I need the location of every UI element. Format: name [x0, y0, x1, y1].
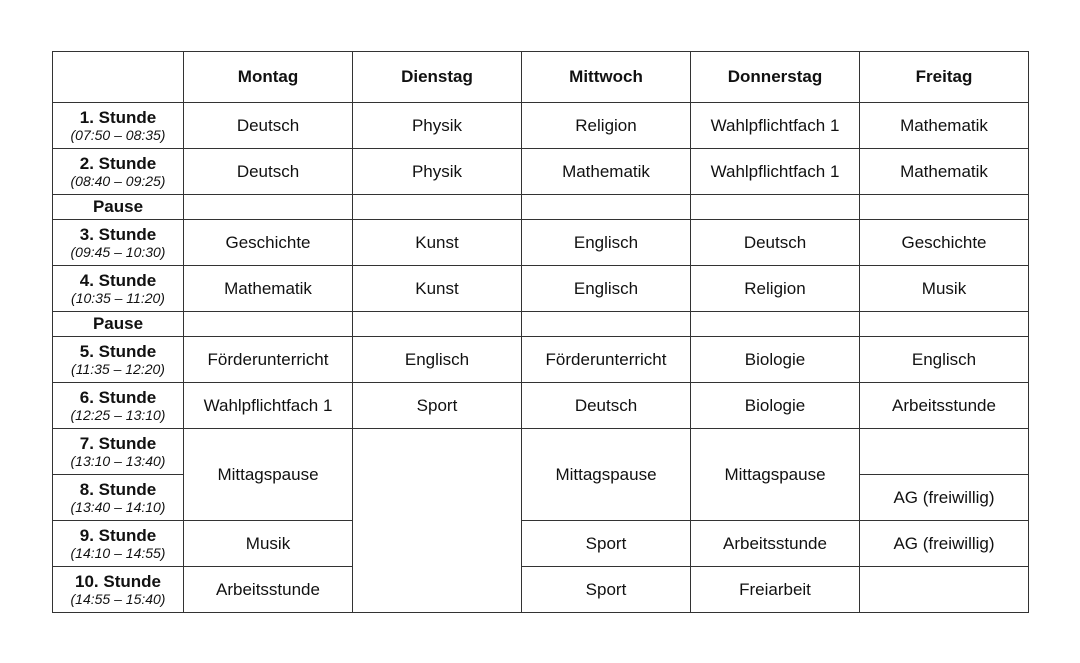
lesson-cell: Arbeitsstunde	[691, 521, 860, 567]
lesson-cell: Sport	[353, 383, 522, 429]
empty-cell	[353, 312, 522, 337]
empty-cell	[860, 312, 1029, 337]
lesson-cell: Wahlpflichtfach 1	[691, 103, 860, 149]
lesson-cell: Deutsch	[184, 103, 353, 149]
lesson-cell: Englisch	[353, 337, 522, 383]
lesson-cell: Musik	[184, 521, 353, 567]
period-time: (09:45 – 10:30)	[70, 244, 166, 261]
period-time: (11:35 – 12:20)	[71, 361, 165, 378]
period-name: 6. Stunde	[79, 387, 157, 407]
lesson-cell: Kunst	[353, 220, 522, 266]
day-header-wednesday: Mittwoch	[522, 52, 691, 103]
day-header-friday: Freitag	[860, 52, 1029, 103]
empty-cell	[184, 195, 353, 220]
lesson-cell: Förderunterricht	[522, 337, 691, 383]
lesson-cell	[860, 429, 1029, 475]
table-row	[53, 383, 1029, 429]
period-label	[53, 220, 184, 266]
lesson-cell: Deutsch	[522, 383, 691, 429]
table-row	[53, 429, 1029, 475]
tuesday-afternoon-empty	[353, 429, 522, 613]
period-label	[53, 567, 184, 613]
period-label	[53, 521, 184, 567]
lesson-cell: Geschichte	[860, 220, 1029, 266]
period-name: 5. Stunde	[79, 341, 157, 361]
lesson-cell: Sport	[522, 567, 691, 613]
empty-cell	[353, 195, 522, 220]
lesson-cell: Englisch	[860, 337, 1029, 383]
period-time: (07:50 – 08:35)	[70, 127, 166, 144]
corner-cell	[53, 52, 184, 103]
period-time: (08:40 – 09:25)	[70, 173, 166, 190]
lesson-cell: Physik	[353, 149, 522, 195]
period-name: 4. Stunde	[79, 270, 157, 290]
lesson-cell: Physik	[353, 103, 522, 149]
lesson-cell: Kunst	[353, 266, 522, 312]
empty-cell	[691, 195, 860, 220]
lesson-cell: Mathematik	[860, 149, 1029, 195]
table-row	[53, 521, 1029, 567]
pause-label: Pause	[53, 195, 184, 220]
lesson-cell: Englisch	[522, 266, 691, 312]
period-label	[53, 266, 184, 312]
empty-cell	[522, 195, 691, 220]
pause-label: Pause	[53, 312, 184, 337]
period-name: 9. Stunde	[79, 525, 157, 545]
period-name: 10. Stunde	[75, 571, 161, 591]
lesson-cell: AG (freiwillig)	[860, 521, 1029, 567]
lesson-cell: Deutsch	[691, 220, 860, 266]
period-time: (10:35 – 11:20)	[71, 290, 165, 307]
period-name: 1. Stunde	[79, 107, 157, 127]
lesson-cell: Arbeitsstunde	[184, 567, 353, 613]
table-row	[53, 567, 1029, 613]
empty-cell	[184, 312, 353, 337]
period-label	[53, 383, 184, 429]
period-time: (13:10 – 13:40)	[70, 453, 166, 470]
lesson-cell: Mathematik	[522, 149, 691, 195]
lesson-cell: Mathematik	[860, 103, 1029, 149]
period-label	[53, 475, 184, 521]
empty-cell	[522, 312, 691, 337]
period-name: 2. Stunde	[79, 153, 157, 173]
timetable	[52, 51, 1029, 613]
lesson-cell: Wahlpflichtfach 1	[691, 149, 860, 195]
lesson-cell: Deutsch	[184, 149, 353, 195]
lesson-cell: Geschichte	[184, 220, 353, 266]
lesson-cell: Biologie	[691, 383, 860, 429]
lesson-cell	[860, 567, 1029, 613]
lesson-cell: Sport	[522, 521, 691, 567]
lunch-break-thursday: Mittagspause	[691, 429, 860, 521]
empty-cell	[691, 312, 860, 337]
period-time: (14:55 – 15:40)	[70, 591, 166, 608]
pause-row	[53, 312, 1029, 337]
lesson-cell: AG (freiwillig)	[860, 475, 1029, 521]
period-label	[53, 103, 184, 149]
period-time: (14:10 – 14:55)	[70, 545, 166, 562]
table-row	[53, 149, 1029, 195]
lesson-cell: Religion	[522, 103, 691, 149]
lunch-break-monday: Mittagspause	[184, 429, 353, 521]
period-time: (13:40 – 14:10)	[70, 499, 166, 516]
table-row	[53, 103, 1029, 149]
pause-row	[53, 195, 1029, 220]
period-name: 3. Stunde	[79, 224, 157, 244]
period-name: 8. Stunde	[79, 479, 157, 499]
lesson-cell: Arbeitsstunde	[860, 383, 1029, 429]
lesson-cell: Englisch	[522, 220, 691, 266]
table-row	[53, 220, 1029, 266]
period-time: (12:25 – 13:10)	[70, 407, 166, 424]
lunch-break-wednesday: Mittagspause	[522, 429, 691, 521]
empty-cell	[860, 195, 1029, 220]
day-header-tuesday: Dienstag	[353, 52, 522, 103]
lesson-cell: Biologie	[691, 337, 860, 383]
period-label	[53, 337, 184, 383]
day-header-thursday: Donnerstag	[691, 52, 860, 103]
period-name: 7. Stunde	[79, 433, 157, 453]
lesson-cell: Musik	[860, 266, 1029, 312]
table-row	[53, 337, 1029, 383]
lesson-cell: Religion	[691, 266, 860, 312]
lesson-cell: Förderunterricht	[184, 337, 353, 383]
lesson-cell: Mathematik	[184, 266, 353, 312]
period-label	[53, 429, 184, 475]
period-label	[53, 149, 184, 195]
lesson-cell: Freiarbeit	[691, 567, 860, 613]
header-row	[53, 52, 1029, 103]
table-row	[53, 266, 1029, 312]
lesson-cell: Wahlpflichtfach 1	[184, 383, 353, 429]
day-header-monday: Montag	[184, 52, 353, 103]
